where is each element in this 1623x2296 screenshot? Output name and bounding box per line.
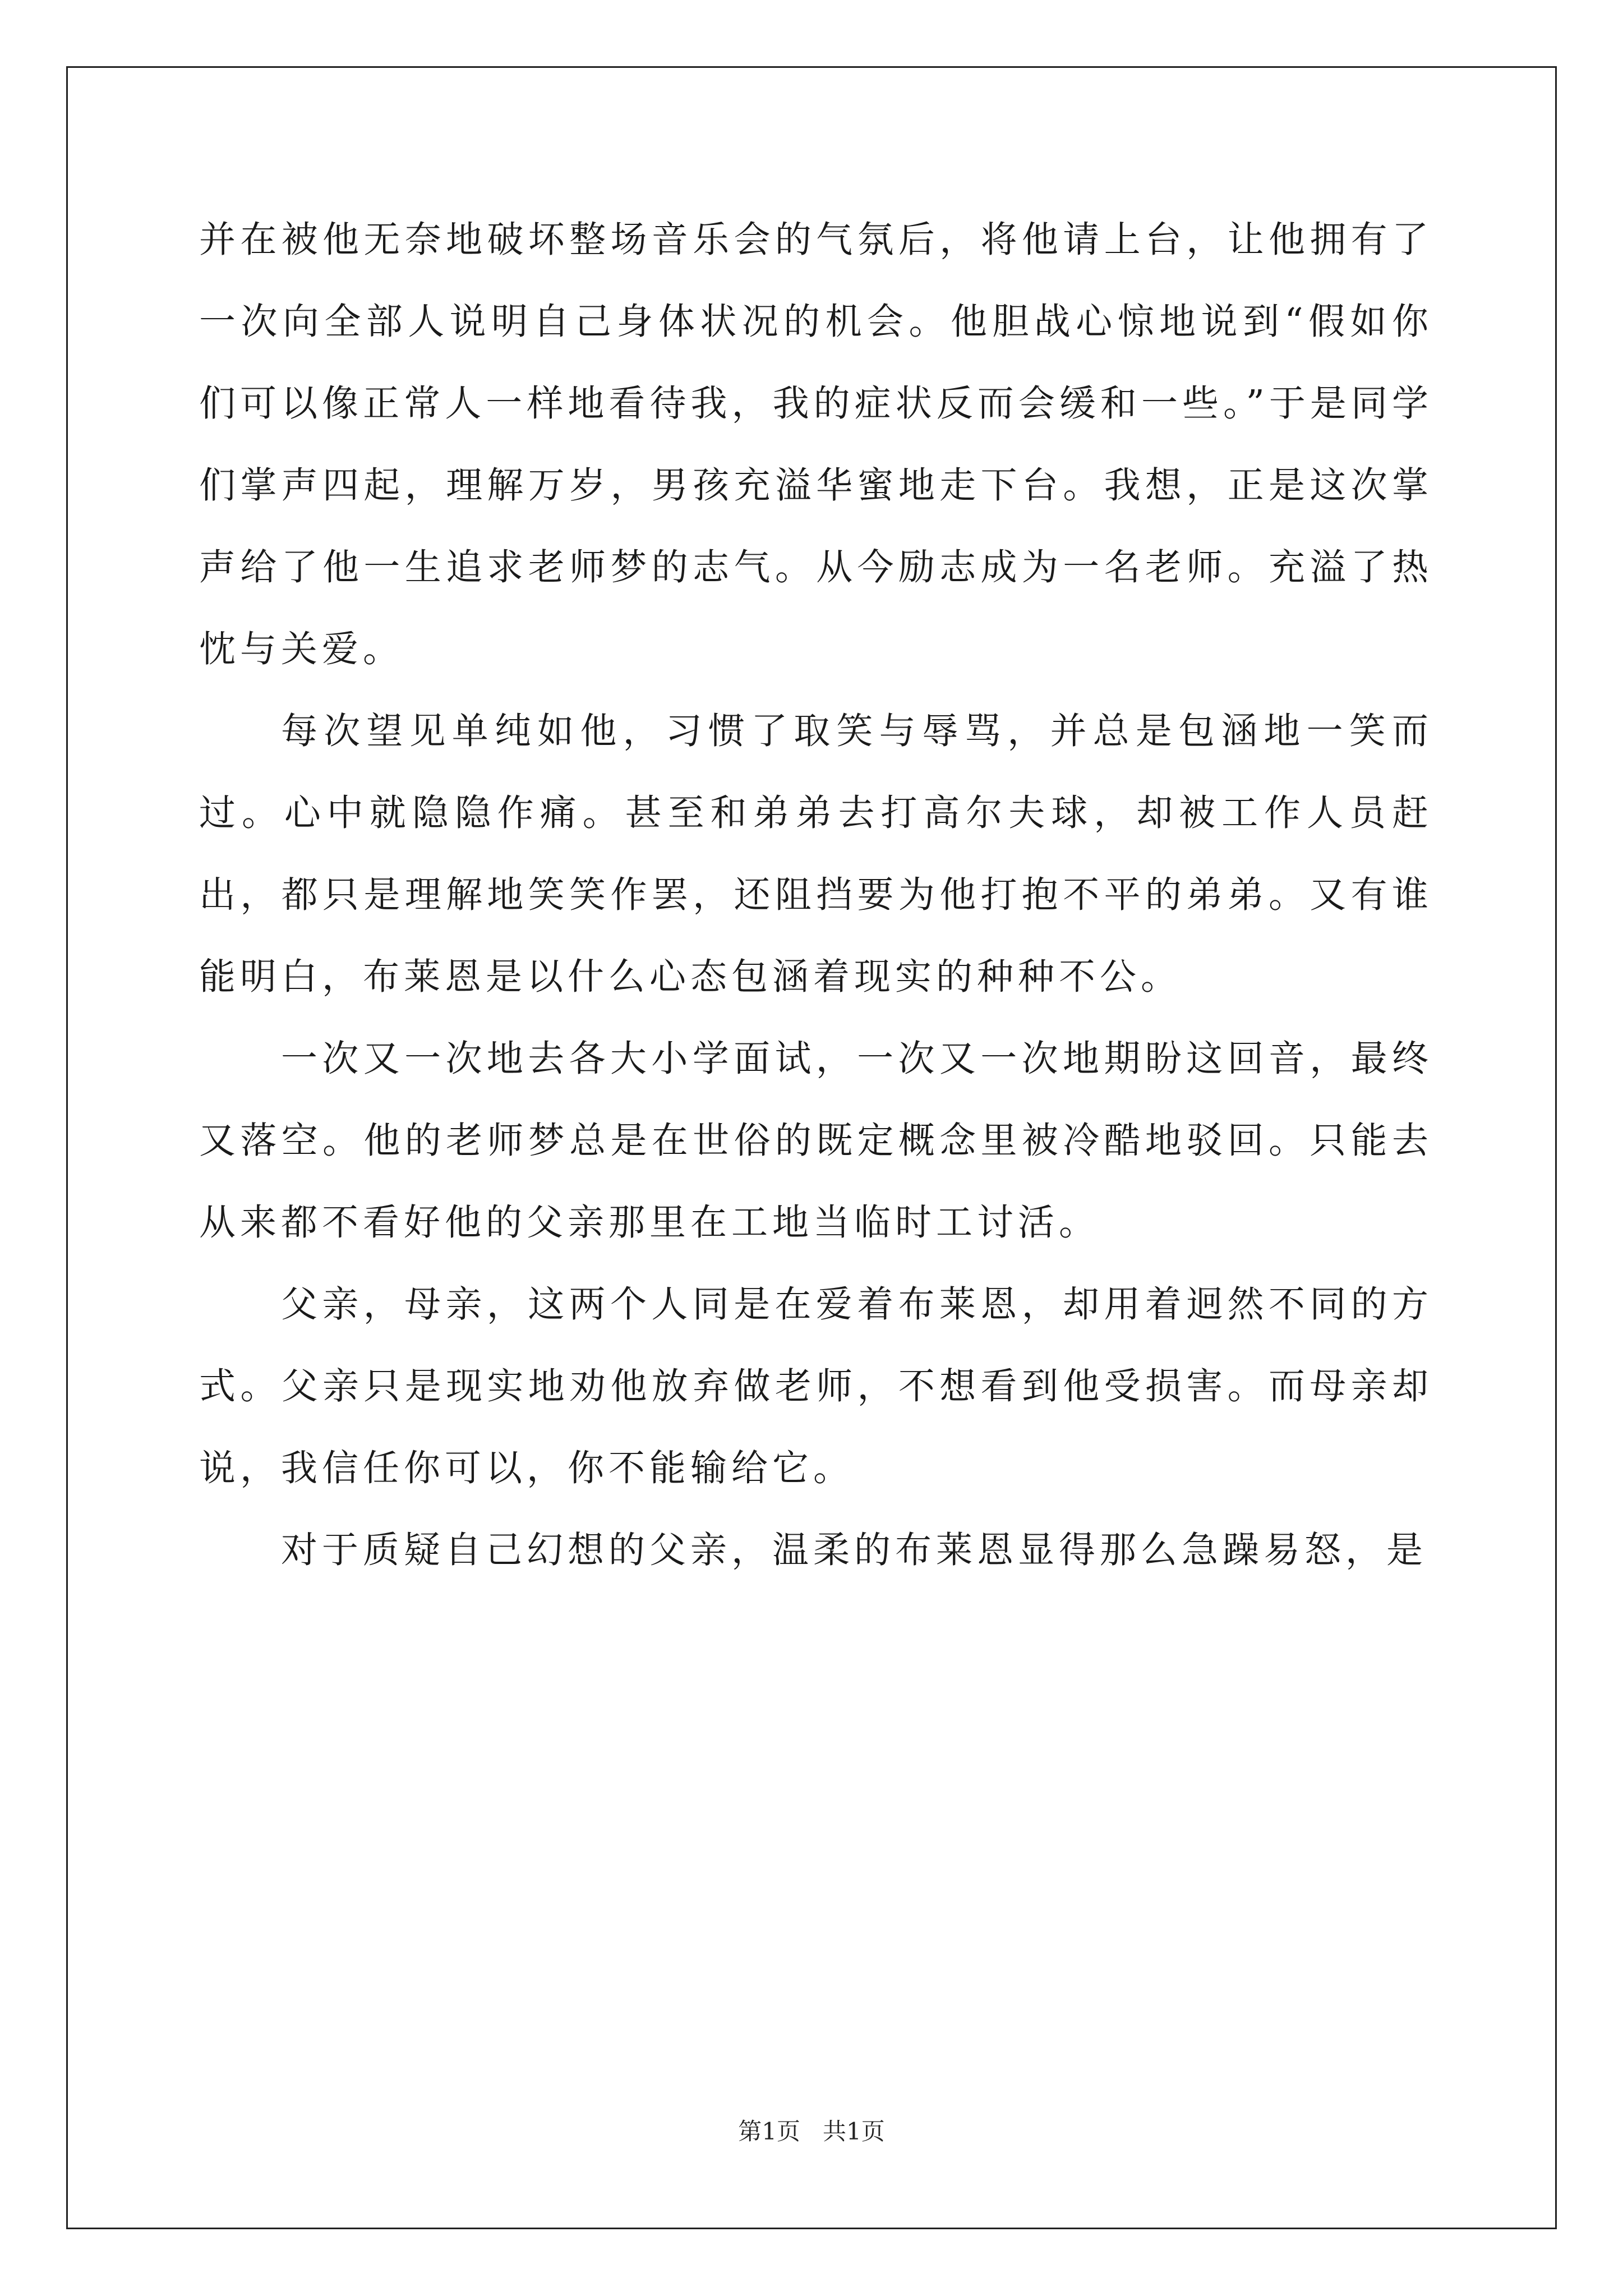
paragraph-4: 父亲，母亲，这两个人同是在爱着布莱恩，却用着迥然不同的方式。父亲只是现实地劝他放弃做老师，不想看到他受损害。而母亲却说，我信任你可以，你不能输给它。	[199, 1283, 1433, 1489]
paragraph-3: 一次又一次地去各大小学面试，一次又一次地期盼这回音，最终又落空。他的老师梦总是在世俗的既定概念里被冷酷地驳回。只能去从来都不看好他的父亲那里在工地当临时工讨活。	[199, 1038, 1433, 1244]
paragraph-1: 并在被他无奈地破坏整场音乐会的气氛后，将他请上台，让他拥有了一次向全部人说明自己身体状况的机会。他胆战心惊地说到“假如你们可以像正常人一样地看待我，我的症状反而会缓和一些。”于是同学们掌声四起，理解万岁，男孩充溢华蜜地走下台。我想，正是这次掌声给了他一生追求老师梦的志气。从今励志成为一名老师。充溢了热忱与关爱。	[199, 219, 1433, 670]
document-body	[199, 199, 1433, 1591]
page-number: 第1页	[738, 2118, 800, 2145]
paragraph-2: 每次望见单纯如他，习惯了取笑与辱骂，并总是包涵地一笑而过。心中就隐隐作痛。甚至和弟弟去打高尔夫球，却被工作人员赶出，都只是理解地笑笑作罢，还阻挡要为他打抱不平的弟弟。又有谁能明白，布莱恩是以什么心态包涵着现实的种种不公。	[199, 710, 1433, 998]
page-total: 共1页	[823, 2118, 885, 2145]
page-footer	[0, 2115, 1623, 2148]
paragraph-5: 对于质疑自己幻想的父亲，温柔的布莱恩显得那么急躁易怒，是	[281, 1529, 1428, 1571]
